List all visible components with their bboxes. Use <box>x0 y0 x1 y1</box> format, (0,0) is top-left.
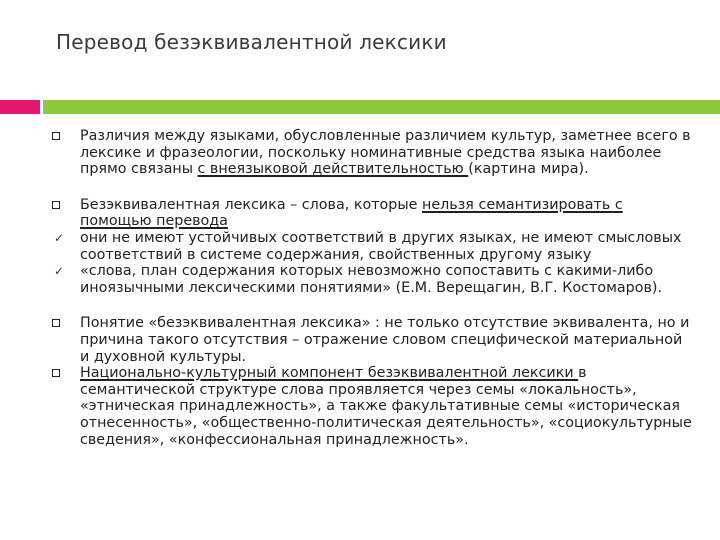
item-text: они не имеют устойчивых соответствий в других языках, не имеют смысловых соответствий в системе содержания, свойственных другому языку <box>80 229 682 263</box>
check-icon: ✓ <box>54 230 65 245</box>
square-bullet-icon <box>52 319 60 327</box>
item-text: Безэквивалентная лексика – слова, которые <box>80 196 422 213</box>
list-item <box>52 263 692 296</box>
square-bullet-icon <box>52 132 60 140</box>
square-bullet-icon <box>52 201 60 209</box>
item-text: «слова, план содержания которых невозможно сопоставить с какими-либо иноязычными лексическими понятиями» (Е.М. Верещагин, В.Г. Костомаров). <box>80 263 663 296</box>
item-text-tail: (картина мира). <box>468 161 589 178</box>
item-text: в семантической структуре слова проявляется через семы «локальность», «этническая принадлежность», а также факультативные семы «историческая отнесенность», «общественно-политическая деятельность», «социокультурные сведения», «конфессиональная принадлежность». <box>80 365 692 448</box>
list-item <box>52 365 692 448</box>
square-bullet-icon <box>52 369 60 377</box>
slide-content <box>52 128 692 448</box>
underlined-phrase: Национально-культурный компонент безэквивалентной лексики <box>80 365 579 382</box>
list-item <box>52 128 692 178</box>
underlined-phrase: с внеязыковой действительностью <box>197 161 469 178</box>
slide-title: Перевод безэквивалентной лексики <box>56 30 447 54</box>
list-item <box>52 197 692 230</box>
item-text: Понятие «безэквивалентная лексика» : не только отсутствие эквивалента, но и причина такого отсутствия – отражение словом специфической материальной и духовной культуры. <box>80 315 690 365</box>
pink-accent-bar <box>0 100 40 114</box>
underlined-phrase: нельзя семантизировать с помощью перевода <box>80 196 623 230</box>
check-icon: ✓ <box>54 264 65 279</box>
list-item <box>52 315 692 365</box>
list-item <box>52 230 692 263</box>
item-text: Различия между языками, обусловленные различием культур, заметнее всего в лексике и фразеологии, поскольку номинативные средства языка наиболее прямо связаны <box>80 128 691 178</box>
green-accent-bar <box>43 100 720 114</box>
